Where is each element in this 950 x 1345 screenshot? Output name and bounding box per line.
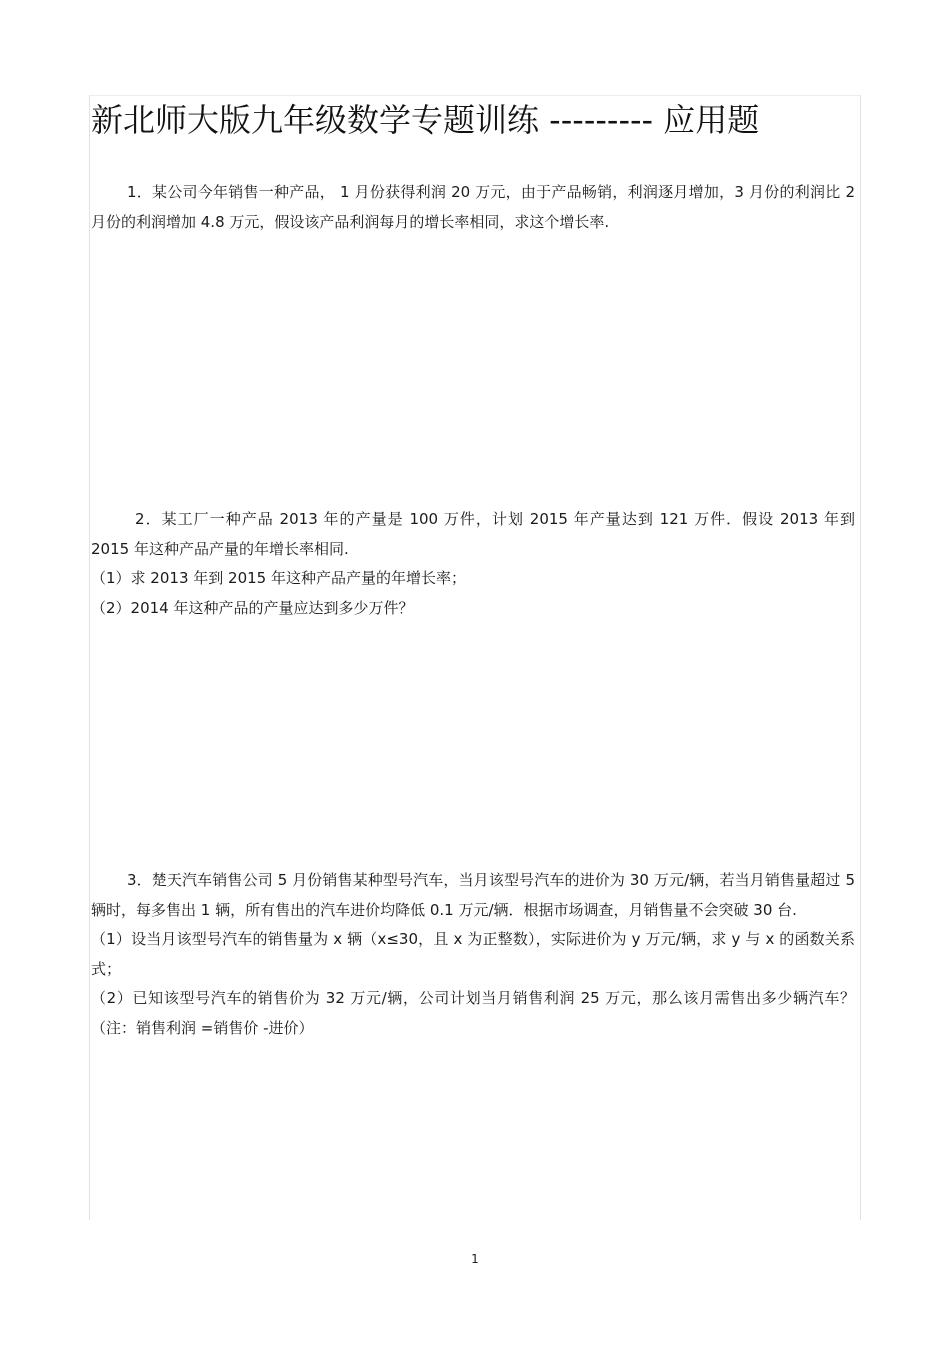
page-frame — [89, 95, 861, 1220]
question-3-part-1: （1）设当月该型号汽车的销售量为 x 辆（x≤30，且 x 为正整数），实际进价为 y 万元/辆，求 y 与 x 的函数关系式； — [91, 930, 855, 978]
question-2-text: 2．某工厂一种产品 2013 年的产量是 100 万件，计划 2015 年产量达到 121 万件．假设 2013 年到 2015 年这种产品产量的年增长率相同. — [91, 510, 855, 558]
question-1-text: 1．某公司今年销售一种产品， 1 月份获得利润 20 万元，由于产品畅销，利润逐月增加，3 月份的利润比 2 月份的利润增加 4.8 万元，假设该产品利润每月的增长率相同，求这个增长率. — [91, 183, 855, 231]
page-number: 1 — [471, 1252, 479, 1266]
question-2-part-1: （1）求 2013 年到 2015 年这种产品产量的年增长率； — [91, 569, 466, 588]
question-2 — [91, 505, 855, 623]
question-3-text: 3．楚天汽车销售公司 5 月份销售某种型号汽车，当月该型号汽车的进价为 30 万元/辆，若当月销售量超过 5 辆时，每多售出 1 辆，所有售出的汽车进价均降低 0.1 万元/辆．根据市场调查，月销售量不会突破 30 台. — [91, 871, 855, 919]
question-3 — [91, 866, 855, 1044]
question-2-part-2: （2）2014 年这种产品的产量应达到多少万件？ — [91, 598, 414, 617]
question-1 — [91, 178, 855, 237]
document-title: 新北师大版九年级数学专题训练 --------- 应用题 — [91, 101, 760, 139]
question-3-part-2: （2）已知该型号汽车的销售价为 32 万元/辆，公司计划当月销售利润 25 万元，那么该月需售出多少辆汽车？（注：销售利润 =销售价 -进价） — [91, 989, 855, 1037]
